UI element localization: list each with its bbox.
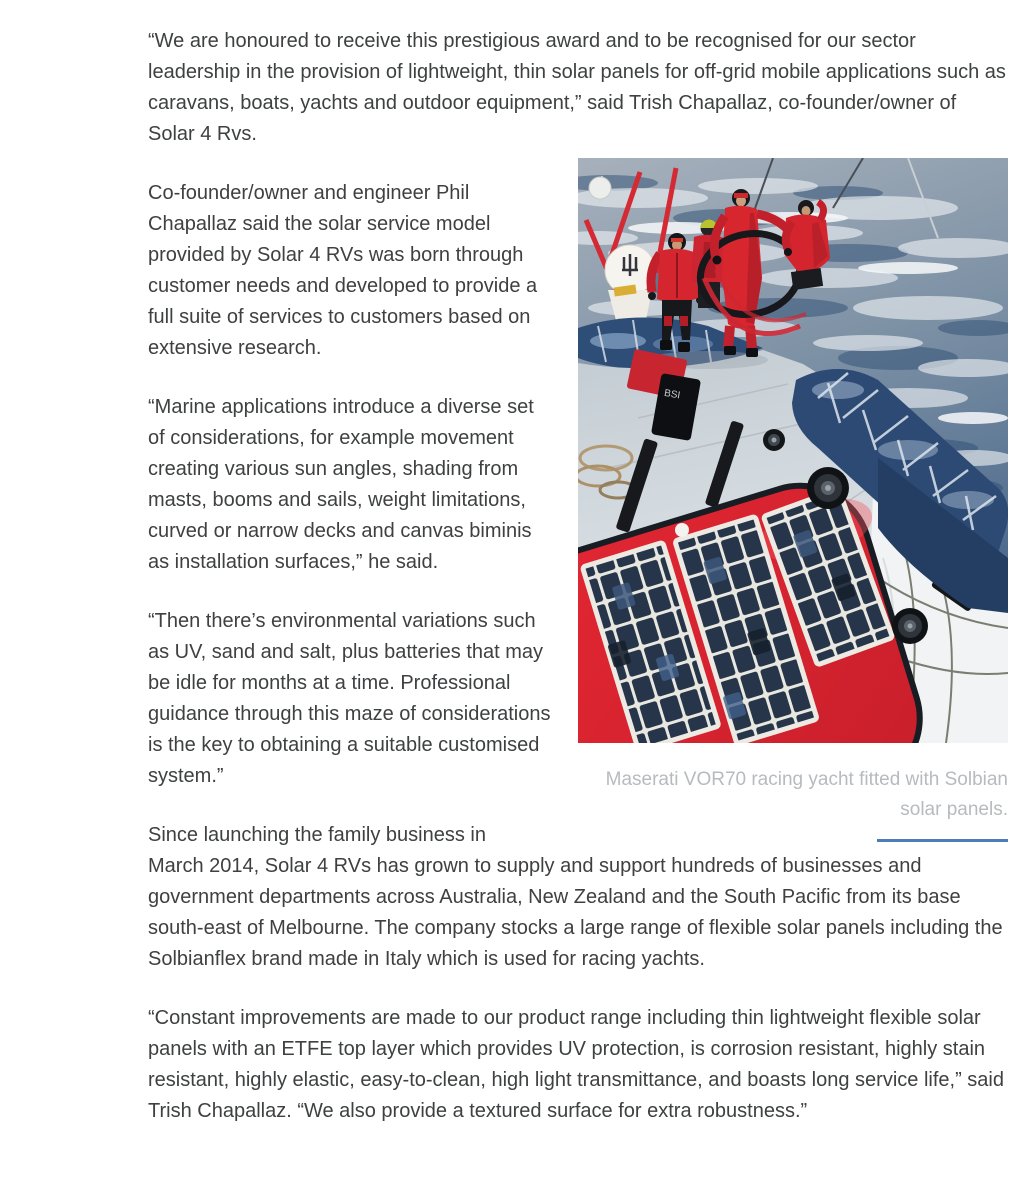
caption-divider xyxy=(877,839,1008,842)
winch xyxy=(892,608,928,644)
article-figure xyxy=(578,158,1008,842)
paragraph-marine-applications: “Marine applications introduce a diverse set of considerations, for example movement creating various sun angles, shading from masts, booms and sails, weight limitations, curved or narrow decks and canvas biminis as installation surfaces,” he said. xyxy=(148,396,534,573)
svg-text:BSI: BSI xyxy=(663,387,682,402)
paragraph-since-launching-line1: Since launching the family business in xyxy=(148,824,486,846)
paragraph-since-launching-rest: March 2014, Solar 4 RVs has grown to supply and support hundreds of businesses and government departments across Australia, New Zealand and the South Pacific from its base south-east of Melbourne. The company stocks a large range of flexible solar panels including the Solbianflex brand made in Italy which is used for racing yachts. xyxy=(148,855,1003,970)
paragraph-since-launching xyxy=(148,820,1008,975)
yacht-photo-illustration xyxy=(578,158,1008,743)
article-body xyxy=(148,0,1008,1155)
winch xyxy=(807,467,849,509)
paragraph-award-quote: “We are honoured to receive this prestigious award and to be recognised for our sector leadership in the provision of lightweight, thin solar panels for off-grid mobile applications such as caravans, boats, yachts and outdoor equipment,” said Trish Chapallaz, co-founder/owner of Solar 4 Rvs. xyxy=(148,30,1006,145)
paragraph-cofounder: Co-founder/owner and engineer Phil Chapallaz said the solar service model provided by Solar 4 RVs was born through customer needs and developed to provide a full suite of services to customers based on extensive research. xyxy=(148,182,538,359)
photo-caption: Maserati VOR70 racing yacht fitted with Solbian solar panels. xyxy=(605,769,1008,820)
yacht-photo xyxy=(578,158,1008,743)
paragraph-environmental: “Then there’s environmental variations such as UV, sand and salt, plus batteries that may be idle for months at a time. Professional guidance through this maze of considerations is the key to obtaining a suitable customised system.” xyxy=(148,610,551,787)
paragraph-improvements: “Constant improvements are made to our product range including thin lightweight flexible solar panels with an ETFE top layer which provides UV protection, is corrosion resistant, highly stain resistant, highly elastic, easy-to-clean, high light transmittance, and boasts long service life,” said Trish Chapallaz. “We also provide a textured surface for extra robustness.” xyxy=(148,1007,1004,1122)
